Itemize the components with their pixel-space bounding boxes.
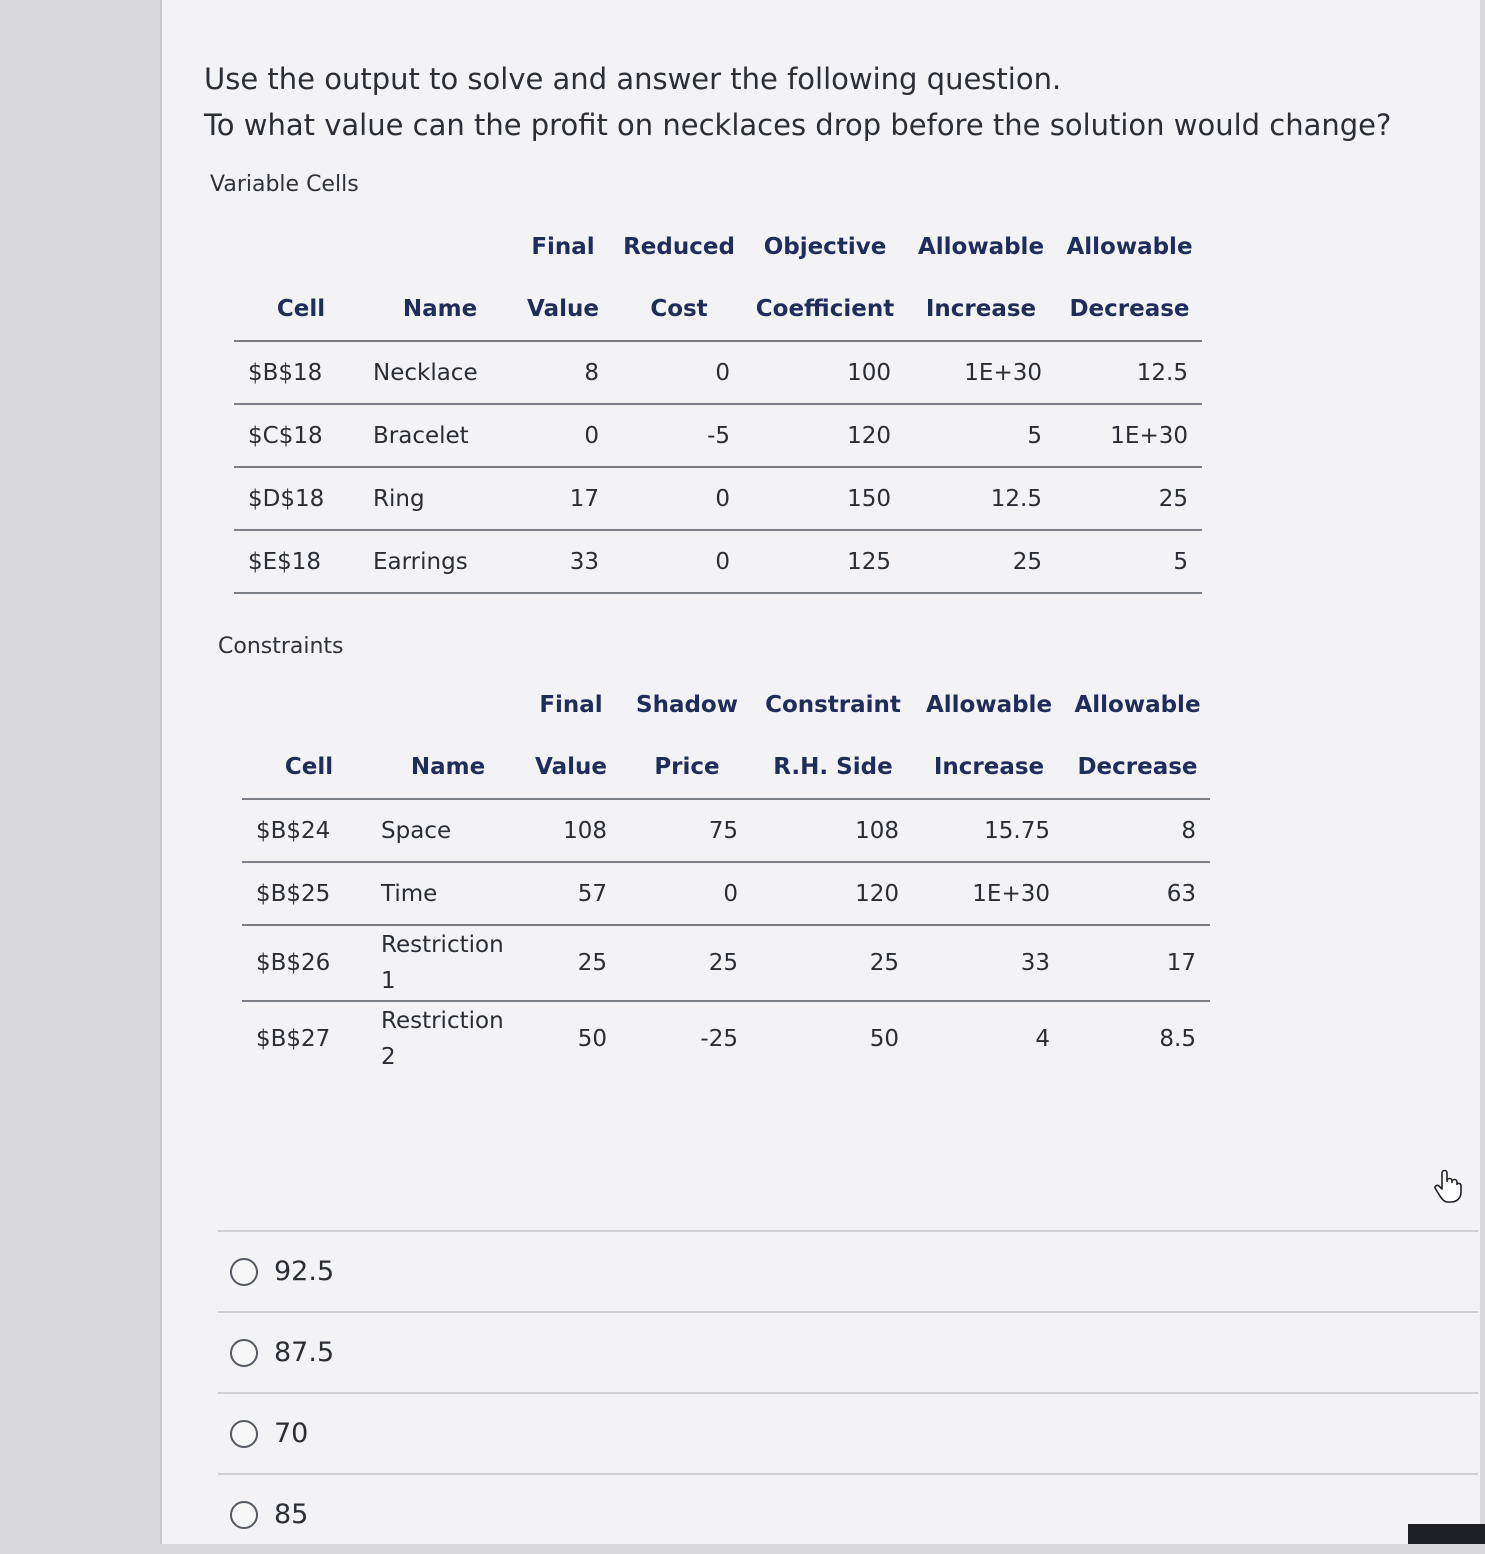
table-cell: 1E+30 <box>905 341 1056 404</box>
table-row <box>242 799 1210 862</box>
table-cell: 50 <box>752 1001 913 1076</box>
cell-name-wrapper <box>375 925 520 1001</box>
header-cell: Name <box>367 278 512 341</box>
constraints-table <box>242 674 1210 1076</box>
header-cell: Decrease <box>1064 736 1210 799</box>
cell-name: Earrings <box>367 530 512 593</box>
table-cell: 63 <box>1064 862 1210 925</box>
cell-address: $C$18 <box>234 404 367 467</box>
table-row <box>242 925 1210 1001</box>
table-cell: 0 <box>621 862 752 925</box>
header-cell: Value <box>512 278 613 341</box>
cell-address: $B$27 <box>242 1001 375 1076</box>
desk-background <box>1408 1524 1485 1544</box>
header-cell <box>375 674 520 736</box>
cell-address: $B$24 <box>242 799 375 862</box>
header-cell: Price <box>621 736 752 799</box>
table-row <box>234 530 1202 593</box>
cell-address: $B$18 <box>234 341 367 404</box>
cell-name: Restriction 2 <box>381 1008 504 1070</box>
table-cell: 25 <box>1056 467 1202 530</box>
table-cell: 108 <box>752 799 913 862</box>
header-cell: Allowable <box>1066 234 1193 260</box>
header-cell: Final <box>531 234 595 260</box>
cell-address: $D$18 <box>234 467 367 530</box>
table-cell: 17 <box>1064 925 1210 1001</box>
table-cell: 108 <box>520 799 621 862</box>
table-cell: 25 <box>621 925 752 1001</box>
header-cell: Cell <box>242 736 375 799</box>
table-cell: 12.5 <box>1056 341 1202 404</box>
cell-address: $B$25 <box>242 862 375 925</box>
table-cell: 25 <box>905 530 1056 593</box>
cell-address: $B$26 <box>242 925 375 1001</box>
table-cell: 5 <box>905 404 1056 467</box>
option-label: 85 <box>274 1499 309 1530</box>
cell-name: Ring <box>367 467 512 530</box>
table-header-row <box>242 736 1210 799</box>
answer-option[interactable] <box>218 1230 1478 1311</box>
header-cell: Decrease <box>1056 278 1202 341</box>
cell-name: Time <box>375 862 520 925</box>
header-cell: Allowable <box>925 692 1053 718</box>
table-cell: 150 <box>744 467 905 530</box>
table-cell: 0 <box>512 404 613 467</box>
cell-name: Necklace <box>367 341 512 404</box>
table-cell: 4 <box>913 1001 1064 1076</box>
table-row <box>242 862 1210 925</box>
header-cell: Increase <box>913 736 1064 799</box>
answer-option[interactable] <box>218 1311 1478 1392</box>
table-cell: 12.5 <box>905 467 1056 530</box>
table-header-row <box>242 674 1210 736</box>
cell-address: $E$18 <box>234 530 367 593</box>
header-cell: Name <box>375 736 520 799</box>
table-cell: 120 <box>752 862 913 925</box>
header-cell: Shadow <box>636 692 738 718</box>
header-cell: Allowable <box>1074 692 1201 718</box>
table-cell: 8 <box>512 341 613 404</box>
hand-cursor-icon <box>1433 1168 1463 1204</box>
option-label: 70 <box>274 1418 309 1449</box>
header-cell: Allowable <box>917 234 1045 260</box>
table-row <box>242 1001 1210 1076</box>
table-cell: 1E+30 <box>1056 404 1202 467</box>
table-cell: 50 <box>520 1001 621 1076</box>
radio-button[interactable] <box>230 1501 258 1529</box>
radio-button[interactable] <box>230 1339 258 1367</box>
table-row <box>234 341 1202 404</box>
header-cell: Increase <box>905 278 1056 341</box>
table-cell: 33 <box>913 925 1064 1001</box>
table-cell: -25 <box>621 1001 752 1076</box>
header-cell: Final <box>539 692 603 718</box>
table-cell: 0 <box>613 341 744 404</box>
header-cell: Cost <box>613 278 744 341</box>
table-cell: 100 <box>744 341 905 404</box>
radio-button[interactable] <box>230 1258 258 1286</box>
constraints-label: Constraints <box>218 634 344 659</box>
header-cell: R.H. Side <box>752 736 913 799</box>
table-cell: 8.5 <box>1064 1001 1210 1076</box>
header-cell <box>367 216 512 278</box>
header-cell: Constraint <box>765 692 901 718</box>
header-cell: Value <box>520 736 621 799</box>
variable-cells-label: Variable Cells <box>210 172 359 197</box>
header-cell <box>234 216 367 278</box>
header-cell: Reduced <box>623 234 735 260</box>
radio-button[interactable] <box>230 1420 258 1448</box>
table-header-row <box>234 278 1202 341</box>
table-cell: 5 <box>1056 530 1202 593</box>
cell-name: Space <box>375 799 520 862</box>
option-label: 92.5 <box>274 1256 335 1287</box>
header-cell: Cell <box>234 278 367 341</box>
table-row <box>234 404 1202 467</box>
table-cell: 0 <box>613 467 744 530</box>
table-cell: 75 <box>621 799 752 862</box>
table-cell: 8 <box>1064 799 1210 862</box>
option-label: 87.5 <box>274 1337 335 1368</box>
variable-cells-table <box>234 216 1202 594</box>
header-cell: Objective <box>763 234 887 260</box>
table-cell: 120 <box>744 404 905 467</box>
header-cell <box>242 674 375 736</box>
table-cell: 0 <box>613 530 744 593</box>
table-cell: 25 <box>520 925 621 1001</box>
cell-name: Bracelet <box>367 404 512 467</box>
answer-option[interactable] <box>218 1392 1478 1473</box>
cell-name: Restriction 1 <box>381 932 504 994</box>
header-cell: Coefficient <box>744 278 905 341</box>
question-page <box>160 0 1480 1544</box>
cell-name-wrapper <box>375 1001 520 1076</box>
table-cell: 125 <box>744 530 905 593</box>
table-header-row <box>234 216 1202 278</box>
table-cell: 25 <box>752 925 913 1001</box>
table-cell: -5 <box>613 404 744 467</box>
table-row <box>234 467 1202 530</box>
table-cell: 15.75 <box>913 799 1064 862</box>
question-line-1: Use the output to solve and answer the following question. <box>204 62 1062 96</box>
table-cell: 33 <box>512 530 613 593</box>
table-cell: 57 <box>520 862 621 925</box>
answer-option[interactable] <box>218 1473 1478 1554</box>
question-text <box>204 56 1391 148</box>
table-cell: 1E+30 <box>913 862 1064 925</box>
question-line-2: To what value can the profit on necklaces drop before the solution would change? <box>204 108 1392 142</box>
table-cell: 17 <box>512 467 613 530</box>
answer-options <box>218 1230 1478 1554</box>
